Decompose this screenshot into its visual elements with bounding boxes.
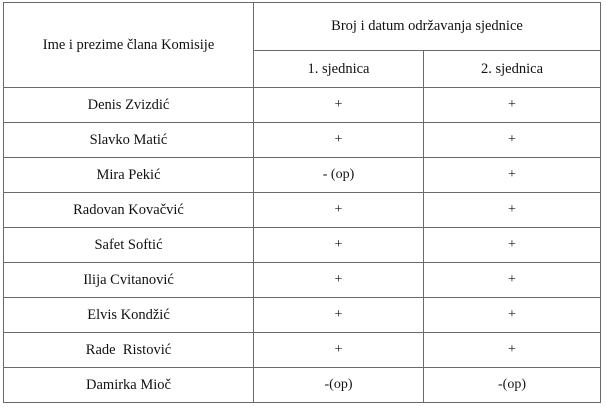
member-name: Damirka Mioč [4, 368, 254, 403]
table-row [4, 123, 601, 158]
session-2-value: + [424, 263, 601, 298]
session-2-value: + [424, 158, 601, 193]
member-name: Denis Zvizdić [4, 88, 254, 123]
session-1-value: + [254, 298, 424, 333]
table-row [4, 88, 601, 123]
session-group-header: Broj i datum održavanja sjednice [254, 3, 601, 51]
session-1-value: + [254, 263, 424, 298]
session-2-header: 2. sjednica [424, 51, 601, 88]
session-1-value: + [254, 88, 424, 123]
member-name: Slavko Matić [4, 123, 254, 158]
session-1-value: -(op) [254, 368, 424, 403]
session-1-value: + [254, 123, 424, 158]
session-2-value: + [424, 193, 601, 228]
table-row [4, 263, 601, 298]
header-row-top [4, 3, 601, 51]
table-row [4, 193, 601, 228]
table-row [4, 228, 601, 263]
session-2-value: + [424, 123, 601, 158]
table-row [4, 333, 601, 368]
session-1-header: 1. sjednica [254, 51, 424, 88]
table-row [4, 298, 601, 333]
member-name: Rade Ristović [4, 333, 254, 368]
member-name: Ilija Cvitanović [4, 263, 254, 298]
session-2-value: + [424, 333, 601, 368]
session-1-value: + [254, 333, 424, 368]
member-name: Safet Softić [4, 228, 254, 263]
member-name: Mira Pekić [4, 158, 254, 193]
member-column-header: Ime i prezime člana Komisije [4, 3, 254, 88]
table-row [4, 158, 601, 193]
attendance-table [3, 2, 601, 403]
session-2-value: + [424, 298, 601, 333]
session-1-value: + [254, 193, 424, 228]
table-row [4, 368, 601, 403]
session-2-value: + [424, 88, 601, 123]
session-2-value: -(op) [424, 368, 601, 403]
session-2-value: + [424, 228, 601, 263]
member-name: Radovan Kovačvić [4, 193, 254, 228]
member-name: Elvis Kondžić [4, 298, 254, 333]
session-1-value: + [254, 228, 424, 263]
session-1-value: - (op) [254, 158, 424, 193]
